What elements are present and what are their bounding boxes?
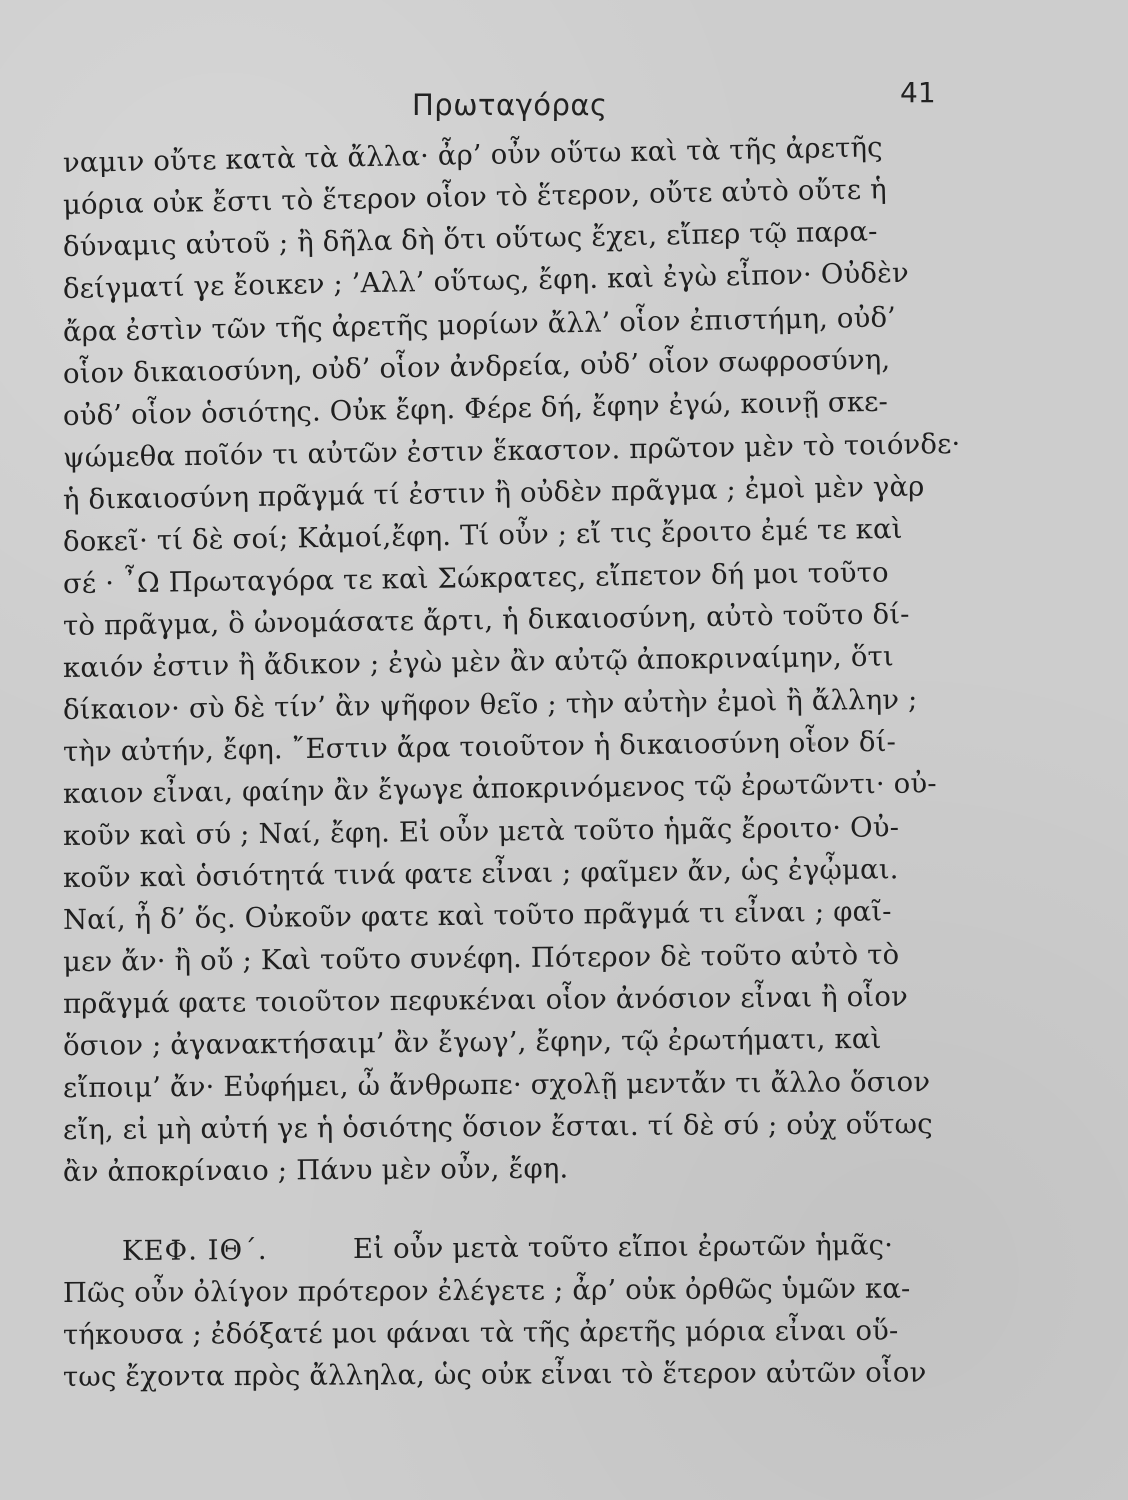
- text-line: ψώμεθα ποῖόν τι αὐτῶν ἐστιν ἕκαστον. πρῶτον μὲν τὸ τοιόνδε·: [62, 427, 961, 474]
- chapter-heading: ΚΕΦ. ΙΘ΄.: [121, 1233, 268, 1267]
- text-line: μεν ἄν· ἢ οὔ ; Καὶ τοῦτο συνέφη. Πότερον δὲ τοῦτο αὐτὸ τὸ: [62, 938, 900, 978]
- text-line: ὅσιον ; ἀγανακτήσαιμ’ ἂν ἔγωγ’, ἔφην, τῷ ἐρωτήματι, καὶ: [62, 1022, 882, 1062]
- text-line: κοῦν καὶ ὁσιότητά τινά φατε εἶναι ; φαῖμεν ἄν, ὡς ἐγᾦμαι.: [62, 853, 899, 894]
- text-line: τὸ πρᾶγμα, ὃ ὠνομάσατε ἄρτι, ἡ δικαιοσύνη, αὐτὸ τοῦτο δί-: [62, 598, 910, 642]
- text-line: κοῦν καὶ σύ ; Ναί, ἔφη. Εἰ οὖν μετὰ τοῦτο ἡμᾶς ἔροιτο· Οὐ-: [62, 811, 900, 852]
- text-line: Ναί, ἦ δ’ ὅς. Οὐκοῦν φατε καὶ τοῦτο πρᾶγμά τι εἶναι ; φαῖ-: [62, 895, 892, 936]
- text-line: δείγματί γε ἔοικεν ; ’Αλλ’ οὕτως, ἔφη. καὶ ἐγὼ εἶπον· Οὐδὲν: [62, 256, 910, 305]
- text-line: τήκουσα ; ἐδόξατέ μοι φάναι τὰ τῆς ἀρετῆς μόρια εἶναι οὕ-: [62, 1314, 899, 1351]
- text-line: εἴποιμ’ ἄν· Εὐφήμει, ὦ ἄνθρωπε· σχολῇ μεντἄν τι ἄλλο ὅσιον: [62, 1065, 931, 1104]
- text-line: δύναμις αὐτοῦ ; ἢ δῆλα δὴ ὅτι οὕτως ἔχει, εἴπερ τῷ παρα-: [62, 215, 878, 263]
- text-line: ἂν ἀποκρίναιο ; Πάνυ μὲν οὖν, ἔφη.: [62, 1152, 569, 1188]
- text-line: πρᾶγμά φατε τοιοῦτον πεφυκέναι οἷον ἀνόσιον εἶναι ἢ οἷον: [62, 980, 909, 1020]
- text-line: σέ · ῏Ω Πρωταγόρα τε καὶ Σώκρατες, εἴπετον δή μοι τοῦτο: [62, 556, 889, 600]
- text-line: οἷον δικαιοσύνη, οὐδ’ οἷον ἀνδρεία, οὐδ’ οἷον σωφροσύνη,: [62, 343, 891, 390]
- text-line: τως ἔχοντα πρὸς ἄλληλα, ὡς οὐκ εἶναι τὸ ἕτερον αὐτῶν οἷον: [62, 1356, 927, 1393]
- text-line: ἡ δικαιοσύνη πρᾶγμά τί ἐστιν ἢ οὐδὲν πρᾶγμα ; ἐμοὶ μὲν γὰρ: [62, 470, 925, 516]
- text-line: δίκαιον· σὺ δὲ τίν’ ἂν ψῆφον θεῖο ; τὴν αὐτὴν ἐμοὶ ἢ ἄλλην ;: [62, 683, 918, 726]
- text-line: Πῶς οὖν ὀλίγον πρότερον ἐλέγετε ; ἆρ’ οὐκ ὀρθῶς ὑμῶν κα-: [62, 1272, 911, 1309]
- page-number: 41: [900, 76, 936, 109]
- text-line: τὴν αὐτήν, ἔφη. ῎Εστιν ἄρα τοιοῦτον ἡ δικαιοσύνη οἷον δί-: [62, 725, 897, 768]
- text-line: μόρια οὐκ ἔστι τὸ ἕτερον οἷον τὸ ἕτερον, οὔτε αὐτὸ οὔτε ἡ: [62, 173, 888, 221]
- text-line: καιόν ἐστιν ἢ ἄδικον ; ἐγὼ μὲν ἂν αὐτῷ ἀποκριναίμην, ὅτι: [62, 640, 895, 684]
- text-line: εἴη, εἰ μὴ αὐτή γε ἡ ὁσιότης ὅσιον ἔσται. τί δὲ σύ ; οὐχ οὕτως: [62, 1107, 933, 1146]
- text-line: δοκεῖ· τί δὲ σοί; Κἀμοί,ἔφη. Τί οὖν ; εἴ τις ἔροιτο ἐμέ τε καὶ: [62, 512, 903, 558]
- text-line: καιον εἶναι, φαίην ἂν ἔγωγε ἀποκρινόμενος τῷ ἐρωτῶντι· οὐ-: [62, 767, 937, 810]
- text-line: οὐδ’ οἷον ὁσιότης. Οὐκ ἔφη. Φέρε δή, ἔφην ἐγώ, κοινῇ σκε-: [62, 385, 889, 432]
- text-line: ναμιν οὔτε κατὰ τὰ ἄλλα· ἆρ’ οὖν οὕτω καὶ τὰ τῆς ἀρετῆς: [62, 131, 883, 179]
- ink-speck: [812, 742, 816, 746]
- chapter-first-line-text: Εἰ οὖν μετὰ τοῦτο εἴποι ἐρωτῶν ἡμᾶς·: [352, 1229, 894, 1265]
- text-line: ἄρα ἐστὶν τῶν τῆς ἀρετῆς μορίων ἄλλ’ οἷον ἐπιστήμη, οὐδ’: [62, 301, 897, 348]
- running-title: Πρωταγόρας: [412, 88, 608, 122]
